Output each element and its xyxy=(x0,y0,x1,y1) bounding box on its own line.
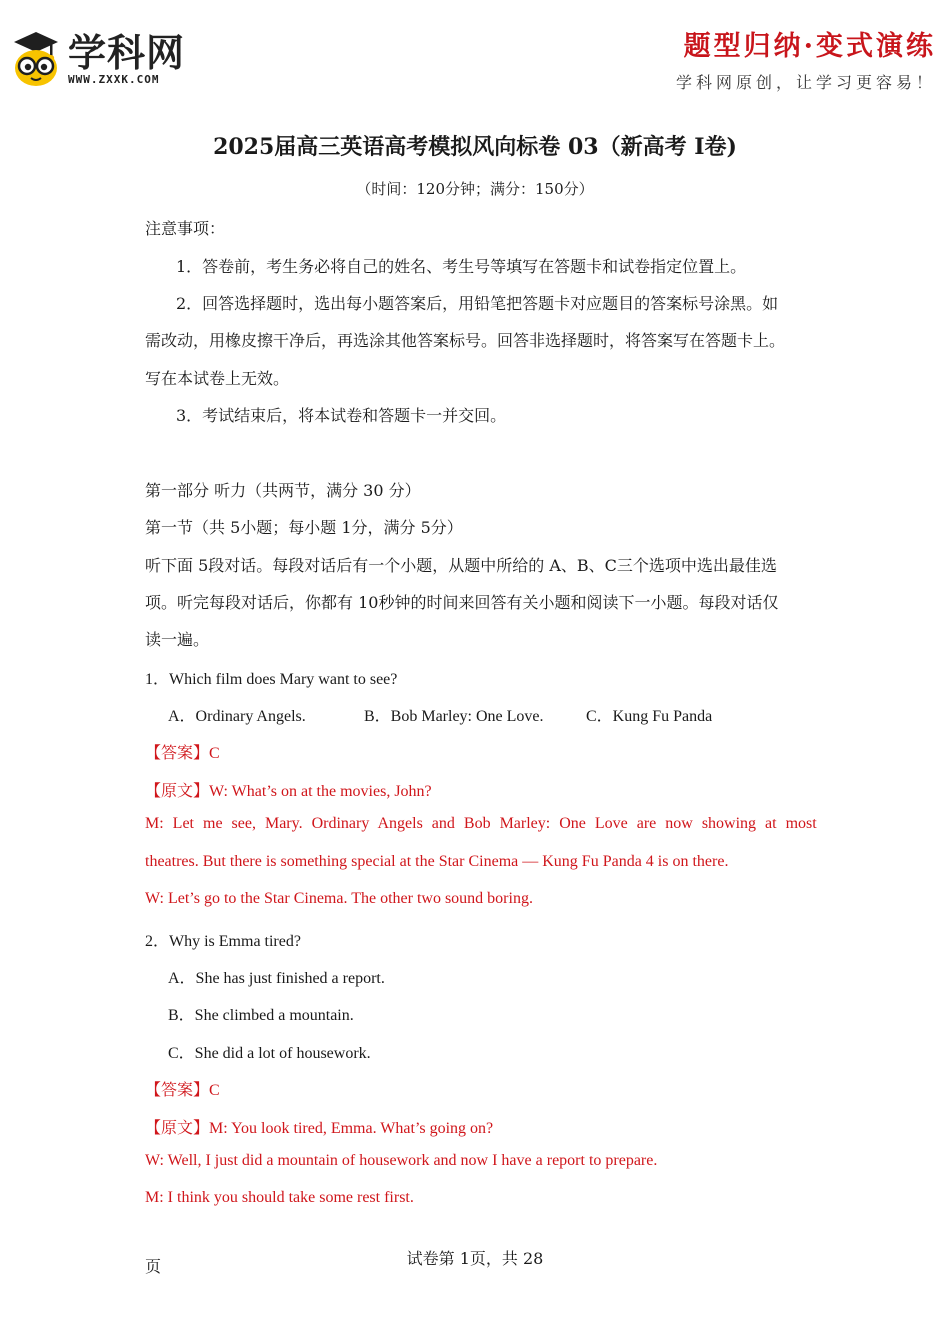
notice-heading: 注意事项： xyxy=(145,219,226,238)
logo-url: WWW.ZXXK.COM xyxy=(68,72,160,86)
exam-subtitle: （时间：120分钟；满分：150分） xyxy=(356,180,594,198)
answer-value: C xyxy=(209,745,220,762)
slogan-banner xyxy=(676,30,936,93)
q2-transcript xyxy=(145,1115,493,1138)
q1-option-b: B．Bob Marley: One Love. xyxy=(364,708,544,725)
q2-option-a: A．She has just finished a report. xyxy=(168,970,385,987)
slogan-sub: 学科网原创，让学习更容易！ xyxy=(675,73,936,92)
page-footer: 试卷第 1页，共 28 xyxy=(406,1249,544,1268)
q2-answer xyxy=(145,1077,220,1100)
slogan-main: 题型归纳·变式演练 xyxy=(683,31,936,62)
q2-option-c: C．She did a lot of housework. xyxy=(168,1045,371,1062)
logo-text: 学科网 xyxy=(68,30,186,75)
instructions-line-1: 听下面 5段对话。每段对话后有一个小题，从题中所给的 A、B、C三个选项中选出最佳选 xyxy=(145,556,777,575)
site-logo xyxy=(12,30,185,88)
transcript-line: M: You look tired, Emma. What’s going on? xyxy=(209,1120,494,1137)
instructions-line-2: 项。听完每段对话后，你都有 10秒钟的时间来回答有关小题和阅读下一小题。每段对话仅 xyxy=(145,593,779,612)
q2-transcript-line-3: M: I think you should take some rest first. xyxy=(145,1189,414,1206)
q1-option-a: A．Ordinary Angels. xyxy=(168,708,306,725)
transcript-label: 【原文】 xyxy=(145,1118,210,1137)
q1-transcript-line-3: theatres. But there is something special at the Star Cinema — Kung Fu Panda 4 is on there. xyxy=(145,853,729,870)
q2-option-b: B．She climbed a mountain. xyxy=(168,1007,354,1024)
q1-transcript-line-2: M: Let me see, Mary. Ordinary Angels and Bob Marley: One Love are now showing at most xyxy=(145,815,817,832)
answer-label: 【答案】 xyxy=(145,1080,210,1099)
q1-option-c: C．Kung Fu Panda xyxy=(586,708,713,725)
instructions-line-3: 读一遍。 xyxy=(145,630,210,649)
q1-answer xyxy=(145,740,220,763)
owl-mascot-icon xyxy=(12,30,60,88)
transcript-label: 【原文】 xyxy=(145,781,210,800)
transcript-line: W: What’s on at the movies, John? xyxy=(209,783,432,800)
notice-item-2-end: 写在本试卷上无效。 xyxy=(145,369,290,388)
question-1: 1．Which film does Mary want to see? xyxy=(145,671,398,688)
notice-item-1: 1．答卷前，考生务必将自己的姓名、考生号等填写在答题卡和试卷指定位置上。 xyxy=(176,257,747,276)
exam-title: 2025届高三英语高考模拟风向标卷 03（新高考 I卷) xyxy=(213,134,737,160)
answer-value: C xyxy=(209,1082,220,1099)
answer-label: 【答案】 xyxy=(145,743,210,762)
q1-transcript xyxy=(145,778,432,801)
part-heading: 第一部分 听力（共两节，满分 30 分） xyxy=(145,481,421,500)
notice-item-2: 2．回答选择题时，选出每小题答案后，用铅笔把答题卡对应题目的答案标号涂黑。如 xyxy=(176,294,779,313)
section-heading: 第一节（共 5小题；每小题 1分，满分 5分） xyxy=(145,518,463,537)
notice-item-2-cont: 需改动，用橡皮擦干净后，再选涂其他答案标号。回答非选择题时，将答案写在答题卡上。 xyxy=(145,331,786,350)
q2-transcript-line-2: W: Well, I just did a mountain of housework and now I have a report to prepare. xyxy=(145,1152,658,1169)
question-2: 2．Why is Emma tired? xyxy=(145,933,301,950)
notice-item-3: 3．考试结束后，将本试卷和答题卡一并交回。 xyxy=(176,406,507,425)
page-footer-suffix: 页 xyxy=(145,1257,162,1276)
q1-transcript-line-4: W: Let’s go to the Star Cinema. The other two sound boring. xyxy=(145,890,533,907)
